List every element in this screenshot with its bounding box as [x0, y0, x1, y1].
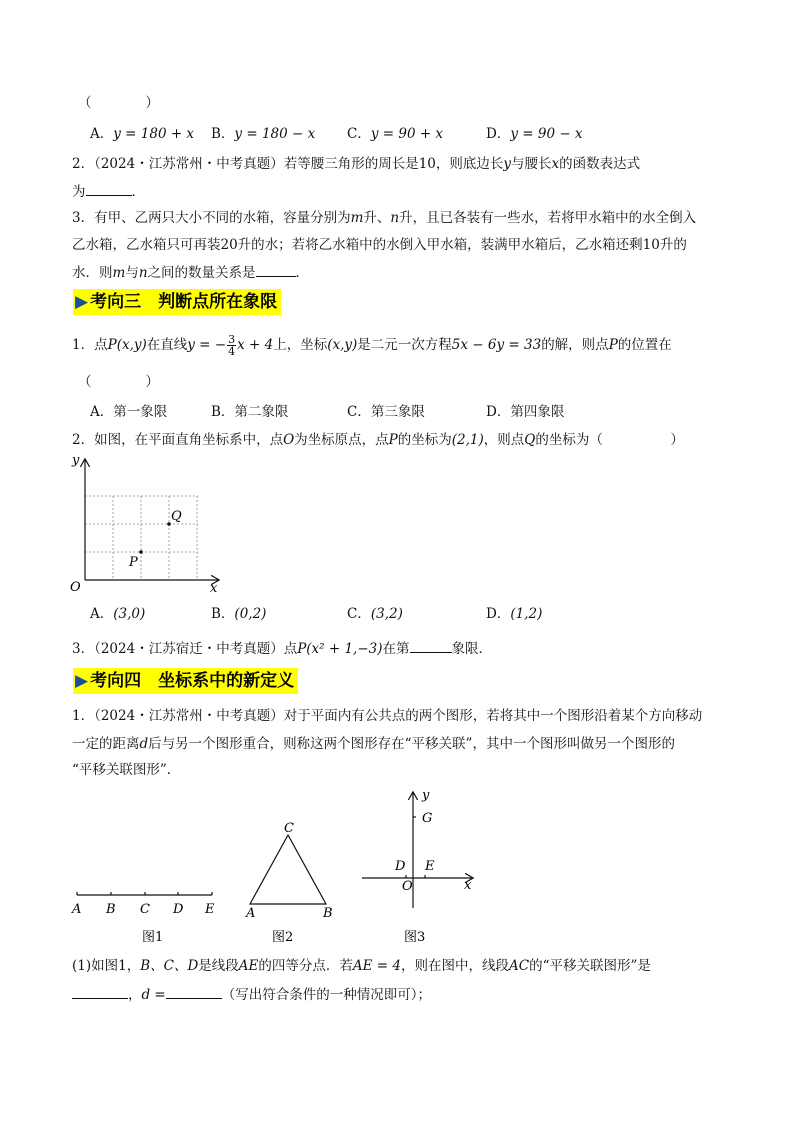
- sub-question-1-line2: ，d = （写出符合条件的一种情况即可）；: [72, 984, 431, 1005]
- option-a: A．y = 180 + x: [90, 126, 195, 142]
- option-d: D．第四象限: [486, 404, 565, 420]
- option-b: B．(0,2): [211, 606, 267, 622]
- x-axis-label: x: [210, 581, 218, 595]
- origin-label: O: [70, 580, 81, 595]
- q-label: Q: [171, 509, 182, 524]
- option-a: A．(3,0): [90, 606, 146, 622]
- s4-question-1-line1: 1．（2024・江苏常州・中考真题）对于平面内有公共点的两个图形，若将其中一个图形沿着某个方向移动: [72, 708, 703, 724]
- label-e: E: [205, 902, 215, 917]
- figure-caption: 图1: [142, 930, 164, 945]
- origin-label: O: [402, 879, 413, 894]
- option-d: D．(1,2): [486, 606, 543, 622]
- answer-paren: （ ）: [78, 374, 159, 390]
- answer-blank[interactable]: [72, 984, 128, 999]
- answer-blank[interactable]: [256, 262, 296, 277]
- section-heading-3: ▶ 考向三 判断点所在象限: [73, 289, 281, 315]
- label-b: B: [106, 902, 116, 917]
- question-3-line2: 乙水箱，乙水箱只可再装20升的水；若将乙水箱中的水倒入甲水箱，装满甲水箱后，乙水箱还剩10升的: [72, 237, 687, 253]
- figure-2: [238, 818, 338, 946]
- option-a: A．第一象限: [90, 404, 168, 420]
- p-label: P: [129, 555, 138, 570]
- option-b: B．y = 180 − x: [211, 126, 316, 142]
- question-2-line2: 为 ．: [72, 181, 145, 202]
- label-c: C: [284, 821, 294, 836]
- label-a: A: [246, 906, 256, 921]
- triangle-marker-icon: ▶: [75, 292, 89, 312]
- label-b: B: [323, 906, 333, 921]
- option-c: C．(3,2): [347, 606, 403, 622]
- triangle-marker-icon: ▶: [75, 671, 89, 691]
- grid-figure: [60, 455, 230, 595]
- label-d: D: [173, 902, 184, 917]
- option-c: C．y = 90 + x: [347, 126, 444, 142]
- label-d: D: [395, 859, 406, 874]
- figure-3: [358, 785, 483, 945]
- question-2-line1: 2．（2024・江苏常州・中考真题）若等腰三角形的周长是10，则底边长y与腰长x的函数表达式: [72, 156, 641, 172]
- section-heading-4: ▶ 考向四 坐标系中的新定义: [73, 668, 298, 694]
- question-3-line1: 3．有甲、乙两只大小不同的水箱，容量分别为m升、n升，且已各装有一些水，若将甲水箱中的水全倒入: [72, 210, 697, 226]
- s3-question-3: 3．（2024・江苏宿迁・中考真题）点P(x² + 1,−3)在第 象限．: [72, 638, 492, 659]
- sub-question-1-line1: (1)如图1，B、C、D是线段AE的四等分点．若AE = 4，则在图中，线段AC的“平移关联图形”是: [72, 958, 651, 974]
- x-axis-label: x: [464, 878, 472, 893]
- answer-paren: （ ）: [78, 95, 159, 111]
- s4-question-1-line2: 一定的距离d后与另一个图形重合，则称这两个图形存在“平移关联”，其中一个图形叫做另一个图形的: [72, 736, 675, 752]
- s3-question-2-line1: 2．如图，在平面直角坐标系中，点O为坐标原点，点P的坐标为(2,1)，则点Q的坐标为（ ）: [72, 432, 684, 448]
- s4-question-1-line3: “平移关联图形”．: [72, 762, 181, 778]
- label-e: E: [425, 859, 435, 874]
- fraction: $\frac{3}{4}$: [228, 333, 236, 358]
- figure-1: [68, 885, 228, 945]
- answer-blank[interactable]: [410, 638, 452, 653]
- s3-question-1-line1: 1．点P(x,y)在直线y = − $\frac{3}{4}$ x + 4上，坐标(x,y)是二元一次方程5x − 6y = 33的解，则点P的位置在: [72, 333, 672, 358]
- option-d: D．y = 90 − x: [486, 126, 583, 142]
- triangle-abc: [250, 835, 326, 904]
- y-axis-label: y: [422, 788, 430, 803]
- y-axis-label: y: [72, 455, 80, 468]
- label-a: A: [72, 902, 82, 917]
- label-c: C: [140, 902, 150, 917]
- figure-caption: 图3: [404, 930, 426, 945]
- label-g: G: [422, 811, 433, 826]
- point-p: [139, 550, 143, 554]
- figure-caption: 图2: [272, 930, 294, 945]
- answer-blank[interactable]: [86, 181, 132, 196]
- answer-blank[interactable]: [166, 984, 222, 999]
- question-3-line3: 水．则m与n之间的数量关系是 ．: [72, 262, 309, 283]
- option-c: C．第三象限: [347, 404, 425, 420]
- option-b: B．第二象限: [211, 404, 289, 420]
